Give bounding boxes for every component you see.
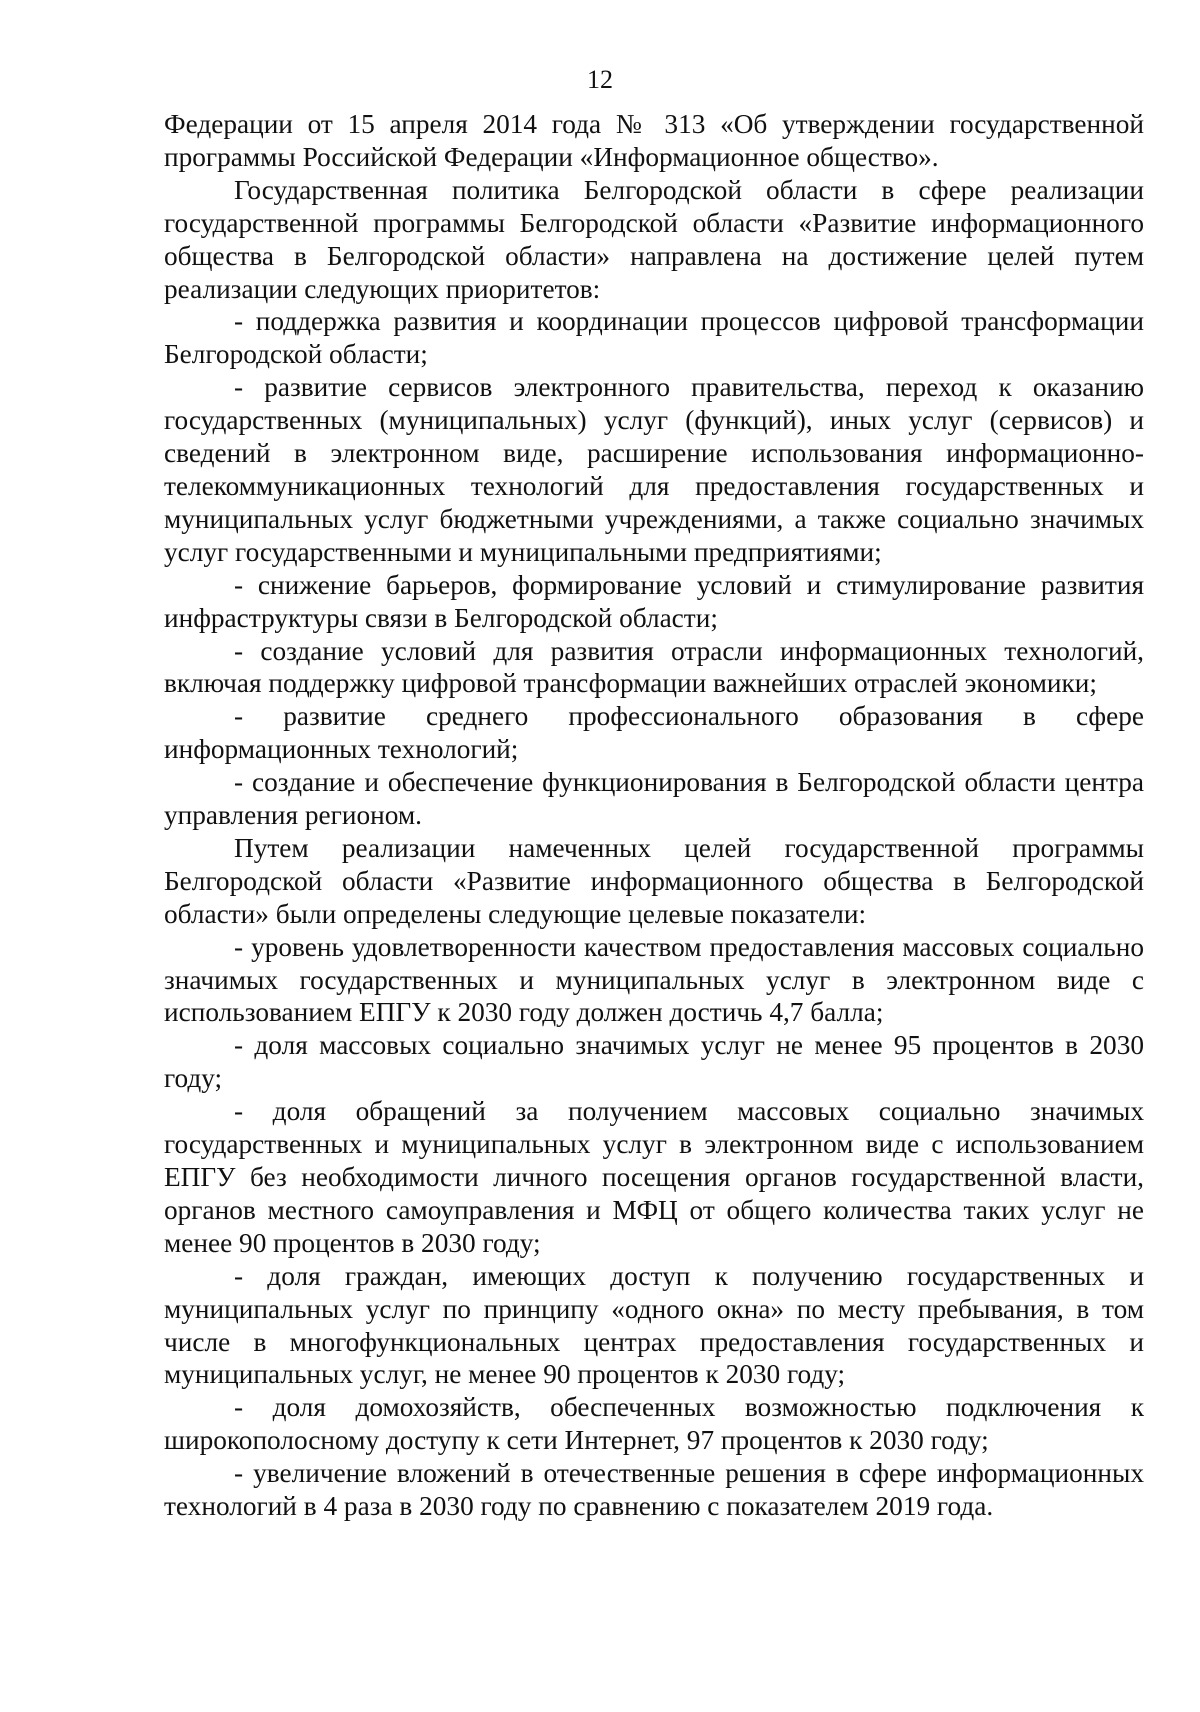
page-number: 12 [587,65,613,94]
indicator-item: - доля граждан, имеющих доступ к получению государственных и муниципальных услуг по принципу «одного окна» по месту пребывания, в том числе в многофункциональных центрах предоставления государственных и муниципальных услуг, не менее 90 процентов к 2030 году; [164,1260,1144,1390]
paragraph-target-indicators: Путем реализации намеченных целей государственной программы Белгородской области «Развитие информационного общества в Белгородской области» были определены следующие целевые показатели: [164,832,1144,929]
paragraph-state-policy: Государственная политика Белгородской области в сфере реализации государственной программы Белгородской области «Развитие информационного общества в Белгородской области» направлена на достижение целей путем реализации следующих приоритетов: [164,174,1144,304]
indicator-item: - доля обращений за получением массовых социально значимых государственных и муниципальных услуг в электронном виде с использованием ЕПГУ без необходимости личного посещения органов государственной власти, органов местного самоуправления и МФЦ от общего количества таких услуг не менее 90 процентов в 2030 году; [164,1096,1144,1258]
priority-item: - снижение барьеров, формирование условий и стимулирование развития инфраструктуры связи в Белгородской области; [164,569,1144,633]
indicator-item: - уровень удовлетворенности качеством предоставления массовых социально значимых государственных и муниципальных услуг в электронном виде с использованием ЕПГУ к 2030 году должен достичь 4,7 балла; [164,931,1144,1028]
priority-item: - развитие сервисов электронного правительства, переход к оказанию государственных (муниципальных) услуг (функций), иных услуг (сервисов) и сведений в электронном виде, расширение использования информационно-телекоммуникационных технологий для предоставления государственных и муниципальных услуг бюджетными учреждениями, а также социально значимых услуг государственными и муниципальными предприятиями; [164,372,1144,567]
paragraph-continuation: Федерации от 15 апреля 2014 года № 313 «Об утверждении государственной программы Российской Федерации «Информационное общество». [164,109,1144,172]
priority-item: - создание и обеспечение функционирования в Белгородской области центра управления регионом. [164,767,1144,831]
indicator-item: - доля массовых социально значимых услуг не менее 95 процентов в 2030 году; [164,1030,1144,1094]
document-body [164,108,1144,1523]
priority-item: - создание условий для развития отрасли информационных технологий, включая поддержку цифровой трансформации важнейших отраслей экономики; [164,635,1144,699]
priority-item: - развитие среднего профессионального образования в сфере информационных технологий; [164,701,1144,765]
priority-item: - поддержка развития и координации процессов цифровой трансформации Белгородской области; [164,306,1144,370]
indicator-item: - увеличение вложений в отечественные решения в сфере информационных технологий в 4 раза в 2030 году по сравнению с показателем 2019 года. [164,1458,1144,1522]
indicator-item: - доля домохозяйств, обеспеченных возможностью подключения к широкополосному доступу к сети Интернет, 97 процентов к 2030 году; [164,1392,1144,1456]
